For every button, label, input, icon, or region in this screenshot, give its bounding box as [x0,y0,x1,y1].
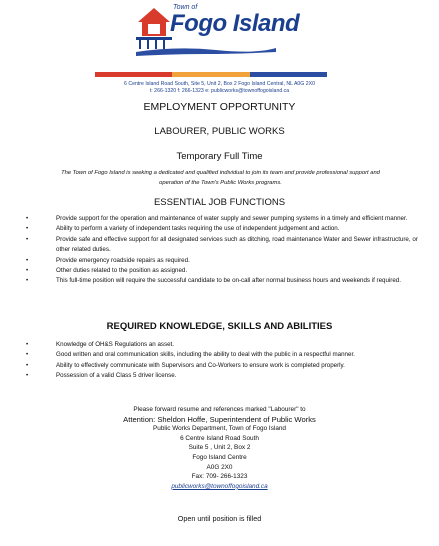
page-title: EMPLOYMENT OPPORTUNITY [143,101,296,113]
list-item: • Other duties related to the position as assigned. [26,266,424,276]
contact-postal: A0G 2X0 [206,463,233,471]
intro-line-1: The Town of Fogo Island is seeking a dedicated and qualified individual to join its team and provide professional support and [61,170,380,176]
contact-fax: Fax: 709- 266-1323 [191,473,248,481]
skills-list [26,340,424,382]
contact-suite: Suite 5 , Unit 2, Box 2 [188,444,251,452]
position-title: LABOURER, PUBLIC WORKS [154,126,285,137]
letterhead-contact: t: 266-1320 f: 266-1323 e: publicworks@townoffogoisland.ca [149,88,290,94]
skills-heading: REQUIRED KNOWLEDGE, SKILLS AND ABILITIES [106,321,333,332]
contact-email-link[interactable]: publicworks@townoffogoisland.ca [171,482,268,490]
list-item: • Provide support for the operation and maintenance of water supply and sewer pumping systems in a timely and efficient manner. [26,214,424,224]
list-item: • Ability to perform a variety of independent tasks requiring the use of independent judgement and action. [26,224,424,234]
letterhead-address: 6 Centre Island Road South, Site 5, Unit 2, Box 2 Fogo Island Central, NL A0G 2X0 [124,81,315,87]
closing-note: Open until position is filled [177,514,262,523]
list-item: • Provide safe and effective support for all designated services such as ditching, road maintenance Water and Sewer infrastructure, or other related duties. [26,235,424,256]
list-item: • This full-time position will require the successful candidate to be on-call after normal business hours and weekends if required. [26,276,424,286]
contact-block [0,405,439,491]
logo-window [148,24,160,34]
contact-street: 6 Centre Island Road South [180,434,259,442]
intro-line-2: operation of the Town's Public Works programs. [159,180,282,186]
intro-paragraph [18,168,423,188]
logo-deck [136,37,172,40]
logo-stilts [139,39,165,49]
logo-water-swoosh [136,48,276,56]
contact-town: Fogo Island Centre [192,453,247,461]
contact-department: Public Works Department, Town of Fogo Island [153,425,286,433]
functions-list [26,214,424,287]
letterhead-stripes [95,72,327,77]
list-item: • Provide emergency roadside repairs as required. [26,256,424,266]
logo-title: Fogo Island [170,10,300,37]
contact-attention: Attention: Sheldon Hoffe, Superintendent of Public Works [123,414,316,424]
list-item: • Ability to effectively communicate with Supervisors and Co-Workers to ensure work is completed properly. [26,361,424,371]
logo-roof-shape [138,8,170,22]
list-item: • Good written and oral communication skills, including the ability to deal with the public in a respectful manner. [26,350,424,360]
contact-instruction: Please forward resume and references marked "Labourer" to [133,406,306,413]
logo-small-text: Town of [173,4,198,11]
position-term: Temporary Full Time [176,151,263,162]
list-item: • Possession of a valid Class 5 driver license. [26,371,424,381]
functions-heading: ESSENTIAL JOB FUNCTIONS [153,197,286,208]
list-item: • Knowledge of OH&S Regulations an asset. [26,340,424,350]
